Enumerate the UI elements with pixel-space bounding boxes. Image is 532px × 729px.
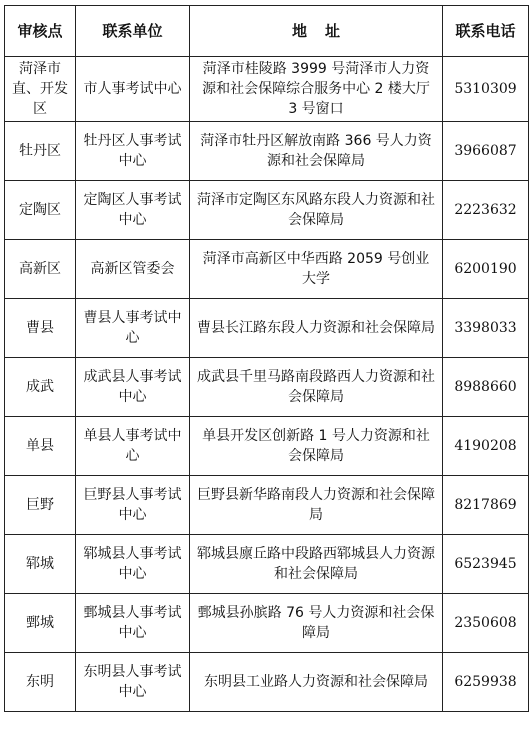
cell-unit: 曹县人事考试中心 bbox=[76, 299, 190, 358]
cell-phone: 8217869 bbox=[443, 476, 529, 535]
cell-area: 鄄城 bbox=[5, 594, 76, 653]
cell-phone: 2350608 bbox=[443, 594, 529, 653]
cell-address: 单县开发区创新路 1 号人力资源和社会保障局 bbox=[190, 417, 443, 476]
cell-address: 郓城县廪丘路中段路西郓城县人力资源和社会保障局 bbox=[190, 535, 443, 594]
cell-address: 曹县长江路东段人力资源和社会保障局 bbox=[190, 299, 443, 358]
cell-area: 菏泽市直、开发区 bbox=[5, 57, 76, 122]
table-row bbox=[5, 240, 529, 299]
header-unit: 联系单位 bbox=[76, 6, 190, 57]
cell-address: 东明县工业路人力资源和社会保障局 bbox=[190, 653, 443, 712]
table-row bbox=[5, 358, 529, 417]
cell-address: 菏泽市高新区中华西路 2059 号创业大学 bbox=[190, 240, 443, 299]
cell-area: 东明 bbox=[5, 653, 76, 712]
table-row bbox=[5, 181, 529, 240]
cell-address: 菏泽市桂陵路 3999 号菏泽市人力资源和社会保障综合服务中心 2 楼大厅 3 号窗口 bbox=[190, 57, 443, 122]
table-row bbox=[5, 299, 529, 358]
table-row bbox=[5, 653, 529, 712]
cell-phone: 2223632 bbox=[443, 181, 529, 240]
cell-phone: 6523945 bbox=[443, 535, 529, 594]
cell-unit: 郓城县人事考试中心 bbox=[76, 535, 190, 594]
cell-address: 成武县千里马路南段路西人力资源和社会保障局 bbox=[190, 358, 443, 417]
header-address: 地址 bbox=[190, 6, 443, 57]
header-area: 审核点 bbox=[5, 6, 76, 57]
table-row bbox=[5, 476, 529, 535]
cell-area: 成武 bbox=[5, 358, 76, 417]
cell-unit: 单县人事考试中心 bbox=[76, 417, 190, 476]
cell-unit: 牡丹区人事考试中心 bbox=[76, 122, 190, 181]
cell-phone: 3966087 bbox=[443, 122, 529, 181]
cell-unit: 东明县人事考试中心 bbox=[76, 653, 190, 712]
cell-address: 菏泽市牡丹区解放南路 366 号人力资源和社会保障局 bbox=[190, 122, 443, 181]
cell-phone: 6200190 bbox=[443, 240, 529, 299]
cell-unit: 鄄城县人事考试中心 bbox=[76, 594, 190, 653]
cell-area: 郓城 bbox=[5, 535, 76, 594]
cell-area: 高新区 bbox=[5, 240, 76, 299]
cell-phone: 6259938 bbox=[443, 653, 529, 712]
cell-address: 菏泽市定陶区东风路东段人力资源和社会保障局 bbox=[190, 181, 443, 240]
table-header-row bbox=[5, 6, 529, 57]
cell-area: 巨野 bbox=[5, 476, 76, 535]
table-row bbox=[5, 122, 529, 181]
exam-sites-table bbox=[4, 5, 529, 712]
cell-unit: 成武县人事考试中心 bbox=[76, 358, 190, 417]
cell-unit: 定陶区人事考试中心 bbox=[76, 181, 190, 240]
cell-unit: 巨野县人事考试中心 bbox=[76, 476, 190, 535]
cell-phone: 5310309 bbox=[443, 57, 529, 122]
table-row bbox=[5, 594, 529, 653]
cell-address: 鄄城县孙膑路 76 号人力资源和社会保障局 bbox=[190, 594, 443, 653]
cell-area: 牡丹区 bbox=[5, 122, 76, 181]
cell-area: 定陶区 bbox=[5, 181, 76, 240]
cell-unit: 市人事考试中心 bbox=[76, 57, 190, 122]
header-phone: 联系电话 bbox=[443, 6, 529, 57]
cell-unit: 高新区管委会 bbox=[76, 240, 190, 299]
cell-phone: 8988660 bbox=[443, 358, 529, 417]
table-row bbox=[5, 535, 529, 594]
cell-area: 单县 bbox=[5, 417, 76, 476]
cell-phone: 4190208 bbox=[443, 417, 529, 476]
cell-phone: 3398033 bbox=[443, 299, 529, 358]
table-row bbox=[5, 57, 529, 122]
table-row bbox=[5, 417, 529, 476]
cell-area: 曹县 bbox=[5, 299, 76, 358]
cell-address: 巨野县新华路南段人力资源和社会保障局 bbox=[190, 476, 443, 535]
